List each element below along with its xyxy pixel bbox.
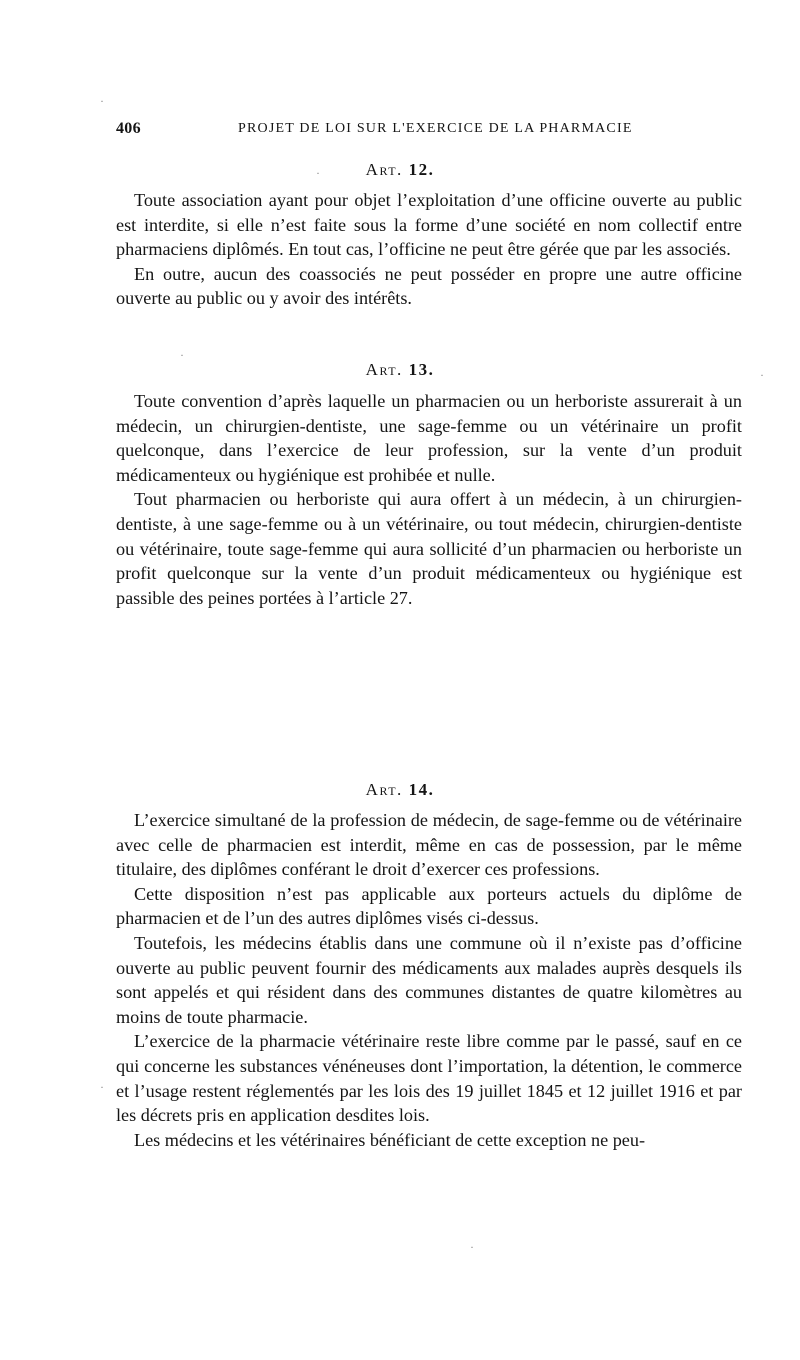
article-paragraph: L’exercice de la pharmacie vétérinaire reste libre comme par le passé, sauf en ce qui concerne les substances vénéneuses dont l’importation, la détention, le commerce et l’usage restent réglementés par les lois des 19 juillet 1845 et 12 juillet 1916 et par les décrets pris en application desdites lois. xyxy=(116,1031,742,1126)
article-12-heading xyxy=(0,160,800,180)
scan-speck: · xyxy=(316,166,320,180)
scan-speck: · xyxy=(100,1080,104,1094)
article-paragraph: L’exercice simultané de la profession de médecin, de sage-femme ou de vétérinaire avec celle de pharmacien est interdit, même en cas de possession, par le même titulaire, des diplômes conférant le droit d’exercer ces professions. xyxy=(116,810,742,880)
page-header xyxy=(116,120,742,140)
article-14-heading xyxy=(0,780,800,800)
article-number: 12. xyxy=(408,160,435,179)
article-number: 13. xyxy=(408,360,435,379)
article-paragraph: Les médecins et les vétérinaires bénéficiant de cette exception ne peu- xyxy=(134,1129,646,1150)
scan-speck: · xyxy=(470,1240,474,1254)
scan-speck: · xyxy=(100,94,104,108)
article-label: Art. xyxy=(365,780,403,799)
article-14-body xyxy=(116,808,742,1152)
article-paragraph: Toutefois, les médecins établis dans une commune où il n’existe pas d’officine ouverte au public peuvent fournir des médicaments aux malades auprès desquels ils sont appelés et qui résident dans des communes distantes de quatre kilomètres au moins de toute pharmacie. xyxy=(116,932,742,1027)
article-label: Art. xyxy=(365,160,403,179)
article-number: 14. xyxy=(408,780,435,799)
article-paragraph: Toute convention d’après laquelle un pharmacien ou un herboriste assurerait à un médecin, un chirurgien-dentiste, une sage-femme ou un vétérinaire un profit quelconque, dans l’exercice de leur profession, sur la vente d’un produit médicamenteux ou hygiénique est prohibée et nulle. xyxy=(116,391,742,485)
page-number: 406 xyxy=(116,120,141,137)
article-paragraph: Tout pharmacien ou herboriste qui aura offert à un médecin, à un chirurgien-dentiste, à une sage-femme ou à un vétérinaire, ou tout médecin, chirurgien-dentiste ou vétérinaire, toute sage-femme qui aura sollicité d’un pharmacien ou herboriste un profit quelconque sur la vente d’un produit médicamenteux ou hygiénique est passible des peines portées à l’article 27. xyxy=(116,489,742,608)
article-paragraph: Toute association ayant pour objet l’exploitation d’une officine ouverte au public est interdite, si elle n’est faite sous la forme d’une société en nom collectif entre pharmaciens diplômés. En tout cas, l’officine ne peut être gérée que par les associés. xyxy=(116,190,742,260)
article-13-body xyxy=(116,389,742,610)
article-label: Art. xyxy=(365,360,403,379)
scan-speck: · xyxy=(180,348,184,362)
scan-speck: · xyxy=(760,368,764,382)
running-title: PROJET DE LOI SUR L'EXERCICE DE LA PHARMACIE xyxy=(238,121,633,136)
article-paragraph: Cette disposition n’est pas applicable aux porteurs actuels du diplôme de pharmacien et de l’un des autres diplômes visés ci-dessus. xyxy=(116,883,742,929)
article-12-body xyxy=(116,188,742,311)
article-paragraph: En outre, aucun des coassociés ne peut posséder en propre une autre officine ouverte au public ou y avoir des intérêts. xyxy=(116,263,742,309)
article-13-heading xyxy=(0,360,800,380)
